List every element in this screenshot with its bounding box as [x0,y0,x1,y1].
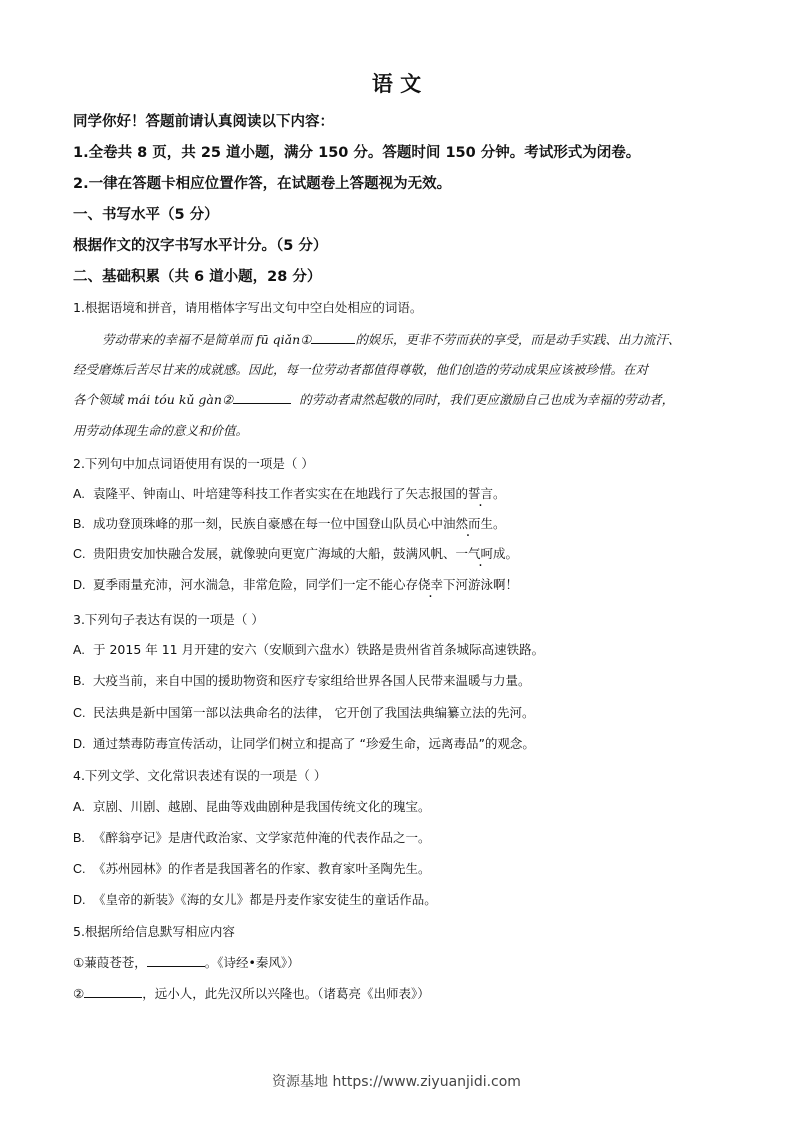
question-4-option-b[interactable] [73,828,431,846]
blank-marker-1: ① [300,332,312,347]
option-text: 。 [493,486,506,501]
blank-marker-2: ② [221,392,234,407]
recite-blank-2[interactable] [84,985,142,998]
intro-note-2: 2.一律在答题卡相应位置作答，在试题卷上答题视为无效。 [73,176,452,192]
question-3-stem: 3.下列句子表达有误的一项是（ ） [73,612,264,627]
question-3-option-b[interactable] [73,671,531,689]
question-3-option-c[interactable] [73,703,534,721]
option-letter: D. [73,893,86,907]
option-text: 《醉翁亭记》是唐代政治家、文学家范仲淹的代表作品之一。 [93,830,431,845]
answer-blank-2[interactable] [233,391,291,404]
section-2-heading: 二、基础积累（共 6 道小题，28 分） [73,269,322,285]
question-2-stem: 2.下列句中加点词语使用有误的一项是（ ） [73,456,314,471]
dotted-word: 侥幸 [418,577,444,592]
section-1-heading: 一、书写水平（5 分） [73,207,219,223]
footer-watermark: 资源基地 https://www.ziyuanjidi.com [272,1074,521,1090]
question-4-option-c[interactable] [73,859,431,877]
question-1-passage-line-2: 经受磨炼后苦尽甘来的成就感。因此，每一位劳动者都值得尊敬，他们创造的劳动成果应该被珍惜。在对 [73,362,649,377]
option-text: 《皇帝的新装》《海的女儿》都是丹麦作家安徒生的童话作品。 [93,892,437,907]
dotted-word: 油然而生 [443,516,494,531]
question-1-passage-line-3 [73,390,674,408]
section-1-description: 根据作文的汉字书写水平计分。（5 分） [73,238,328,254]
option-letter: C. [73,547,86,561]
option-text: 。 [493,516,506,531]
intro-note-1: 1.全卷共 8 页，共 25 道小题，满分 150 分。答题时间 150 分钟。考试形式为闭卷。 [73,145,641,161]
question-1-passage-line-4: 用劳动体现生命的意义和价值。 [73,423,249,438]
intro-greeting: 同学你好！答题前请认真阅读以下内容： [73,114,334,130]
question-3-option-a[interactable] [73,640,544,658]
option-text: 成功登顶珠峰的那一刻，民族自豪感在每一位中国登山队员心中 [93,516,444,531]
question-5-line-1 [73,953,300,971]
question-2-option-d[interactable] [73,575,518,593]
option-letter: C. [73,862,86,876]
question-4-option-a[interactable] [73,797,431,815]
page-title [0,68,793,98]
option-text: 下河游泳啊！ [443,577,519,592]
dotted-word: 誓言 [468,486,494,501]
option-letter: A. [73,800,85,814]
option-text: 《苏州园林》的作者是我国著名的作家、教育家叶圣陶先生。 [93,861,431,876]
recite-blank-1[interactable] [147,954,205,967]
question-4-option-d[interactable] [73,890,437,908]
recite-text: ①蒹葭苍苍， [73,955,147,970]
option-text: 民法典是新中国第一部以法典命名的法律， 它开创了我国法典编纂立法的先河。 [93,705,535,720]
option-letter: B. [73,517,85,531]
recite-text: ② [73,986,85,1001]
recite-text: ，远小人，此先汉所以兴隆也。（诸葛亮《出师表》） [142,986,430,1001]
option-text: 夏季雨量充沛，河水湍急，非常危险，同学们一定不能心存 [93,577,419,592]
passage-text: 各个领域 mái tóu kǔ gàn [73,392,222,407]
question-5-line-2 [73,984,430,1002]
question-1-stem: 1.根据语境和拼音，请用楷体字写出文句中空白处相应的词语。 [73,300,423,315]
option-text: 通过禁毒防毒宣传活动，让同学们树立和提高了 “珍爱生命，远离毒品”的观念。 [93,736,535,751]
title-text: 语 文 [371,72,422,96]
option-text: 于 2015 年 11 月开建的安六（安顺到六盘水）铁路是贵州省首条城际高速铁路。 [93,642,545,657]
option-text: 。 [505,546,519,561]
option-letter: B. [73,831,85,845]
question-1-passage-line-1 [102,330,680,348]
passage-text: 劳动带来的幸福不是简单而 fū qiǎn [102,332,301,347]
question-2-option-b[interactable] [73,514,506,532]
question-5-stem: 5.根据所给信息默写相应内容 [73,924,235,939]
question-2-option-c[interactable] [73,544,518,562]
dotted-word: 一气呵成 [455,546,506,561]
option-letter: D. [73,737,86,751]
option-text: 贵阳贵安加快融合发展，就像驶向更宽广海域的大船，鼓满风帆、 [93,546,456,561]
question-2-option-a[interactable] [73,484,506,502]
answer-blank-1[interactable] [311,331,355,344]
question-3-option-d[interactable] [73,734,535,752]
option-letter: C. [73,706,86,720]
option-text: 京剧、川剧、越剧、昆曲等戏曲剧种是我国传统文化的瑰宝。 [93,799,431,814]
option-text: 大疫当前，来自中国的援助物资和医疗专家组给世界各国人民带来温暖与力量。 [93,673,531,688]
option-letter: D. [73,578,86,592]
passage-text: 的娱乐，更非不劳而获的享受，而是动手实践、出力流汗、 [355,332,681,347]
option-letter: A. [73,643,85,657]
option-letter: B. [73,674,85,688]
option-letter: A. [73,487,85,501]
recite-text: 。《诗经•秦风》） [204,955,300,970]
question-4-stem: 4.下列文学、文化常识表述有误的一项是（ ） [73,768,327,783]
option-text: 袁隆平、钟南山、叶培建等科技工作者实实在在地践行了矢志报国的 [93,486,469,501]
passage-text: 的劳动者肃然起敬的同时，我们更应激励自己也成为幸福的劳动者， [299,392,675,407]
